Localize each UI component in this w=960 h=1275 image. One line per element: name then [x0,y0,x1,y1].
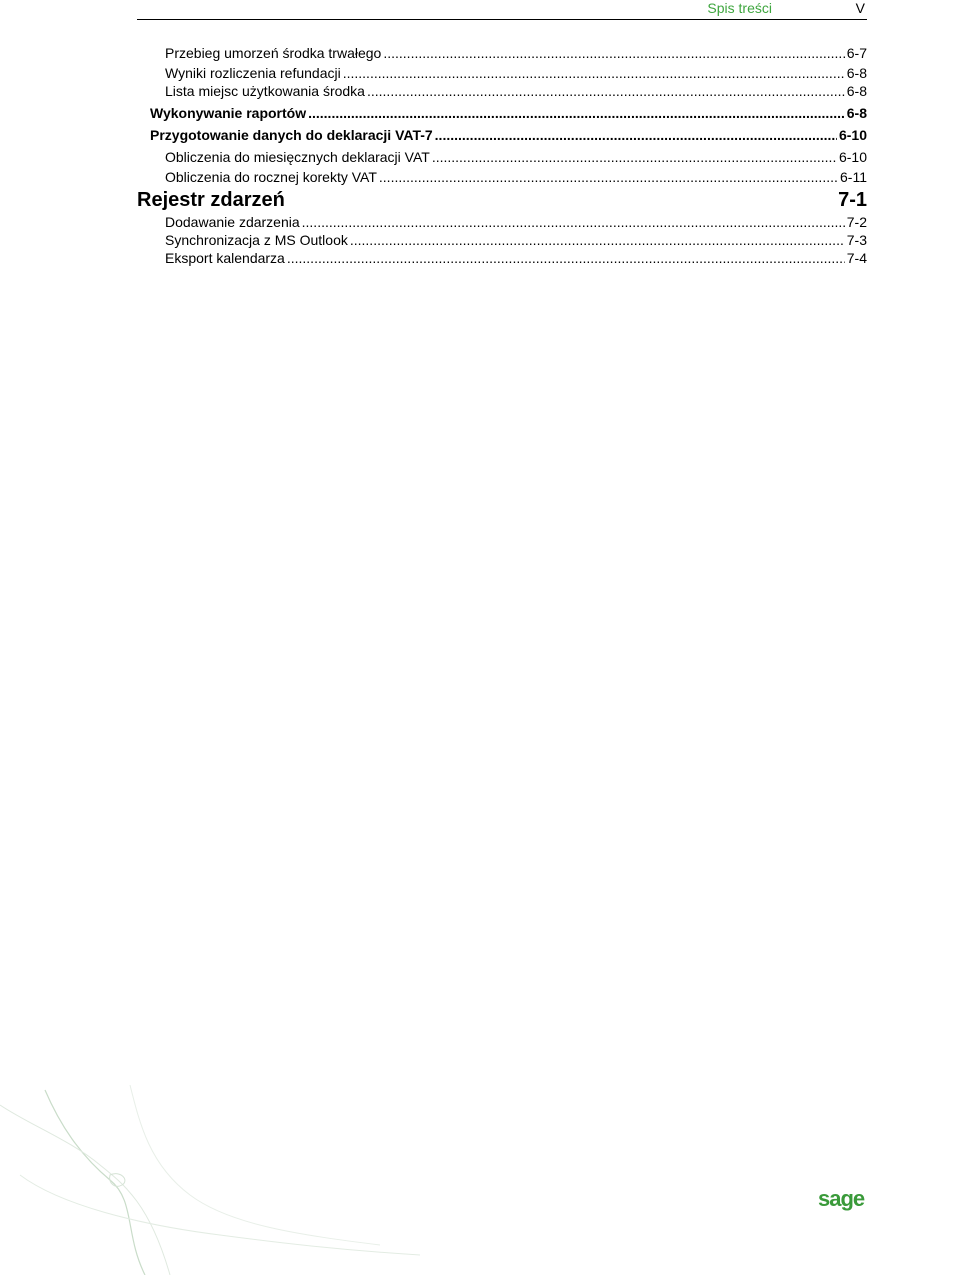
toc-entry-page: 7-2 [846,214,867,230]
toc-chapter[interactable] [137,188,867,212]
toc-entry-page: 7-3 [846,232,867,248]
sage-logo [818,1186,870,1214]
dot-leader [383,44,844,62]
toc-entry-title: Przygotowanie danych do deklaracji VAT-7 [150,127,433,143]
toc-entry-title: Wyniki rozliczenia refundacji [165,65,341,81]
toc-entry[interactable] [150,104,867,122]
header-page-number: V [855,0,865,16]
dot-leader [308,104,845,122]
toc-entry[interactable] [165,82,867,100]
sage-logo-text: sage [818,1186,865,1211]
toc-entry[interactable] [165,213,867,231]
dot-leader [367,82,845,100]
dot-leader [350,231,845,249]
toc-entry-page: 6-8 [846,105,867,121]
toc-entry[interactable] [165,168,867,186]
toc-entry-title: Eksport kalendarza [165,250,285,266]
dot-leader [287,249,845,267]
toc-entry-page: 7-4 [846,250,867,266]
toc-entry-title: Obliczenia do rocznej korekty VAT [165,169,377,185]
toc-entry[interactable] [165,148,867,166]
toc-entry-page: 6-8 [846,83,867,99]
toc-entry[interactable] [150,126,867,144]
toc-entry-title: Obliczenia do miesięcznych deklaracji VAT [165,149,430,165]
toc-entry-page: 6-11 [840,169,867,185]
toc-entry-page: 6-8 [846,65,867,81]
toc-entry[interactable] [165,44,867,62]
decorative-swirl [0,1085,420,1275]
toc-entry-page: 6-10 [838,127,867,143]
toc-entry-title: Wykonywanie raportów [150,105,307,121]
dot-leader [432,148,837,166]
toc-entry-title: Przebieg umorzeń środka trwałego [165,45,382,61]
toc-entry[interactable] [165,64,867,82]
dot-leader [435,126,837,144]
page-header [137,0,867,20]
toc-entry-page: 6-7 [846,45,867,61]
toc-chapter-title: Rejestr zdarzeń [137,189,285,211]
toc-chapter-page: 7-1 [838,189,867,211]
dot-leader [379,168,838,186]
dot-leader [302,213,845,231]
toc-entry[interactable] [165,231,867,249]
toc-entry-title: Lista miejsc użytkowania środka [165,83,365,99]
toc-entry[interactable] [165,249,867,267]
toc-entry-page: 6-10 [838,149,867,165]
toc-entry-title: Dodawanie zdarzenia [165,214,300,230]
dot-leader [343,64,845,82]
toc-entry-title: Synchronizacja z MS Outlook [165,232,348,248]
header-section-title: Spis treści [707,0,772,16]
